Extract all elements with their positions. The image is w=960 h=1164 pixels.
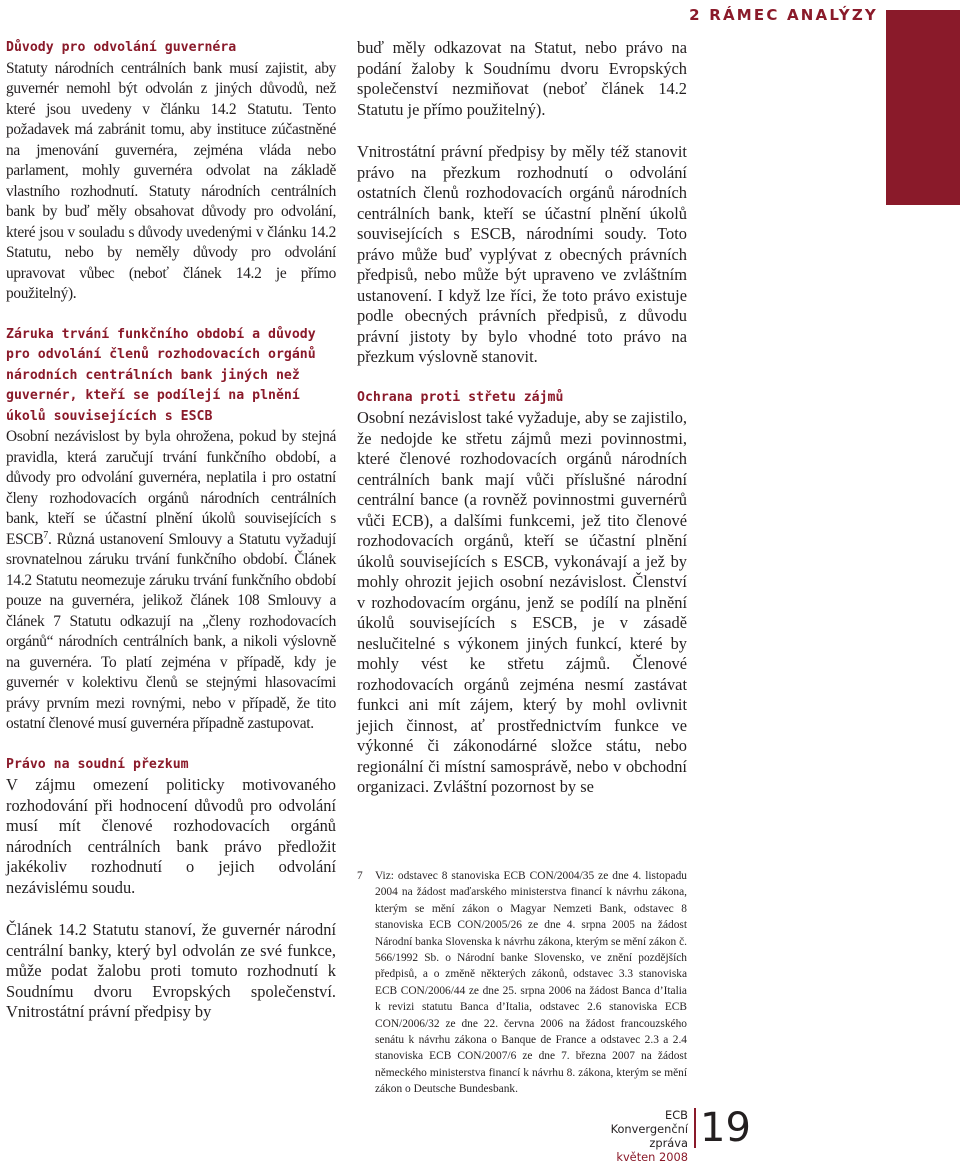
- page-number: 19: [700, 1105, 751, 1151]
- section-text-dismissal-grounds: Statuty národních centrálních bank musí zajistit, aby guvernér nemohl být odvolán z jiných důvodů, než které jsou uvedeny v článku 14.2 Statutu. Tento požadavek má zabránit tomu, aby instituce zúčastněné na jmenování guvernéra, zejména vláda nebo parlament, mohly guvernéra odvolat na základě vlastního rozhodnutí. Statuty národních centrálních bank by buď měly obsahovat důvody pro odvolání, které jsou v souladu s důvody uvedenými v článku 14.2 Statutu, nebo by neměly důvody pro odvolání upravovat vůbec (neboť článek 14.2 je přímo použitelný).: [6, 59, 336, 302]
- text-continued: buď měly odkazovat na Statut, nebo právo na podání žaloby k Soudnímu dvoru Evropských společenství nezmiňovat (neboť článek 14.2 Statutu je přímo použitelný).: [357, 38, 687, 119]
- footer-title: Konvergenční zpráva: [610, 1122, 688, 1150]
- section-text-article-14-2: Článek 14.2 Statutu stanoví, že guvernér národní centrální banky, který byl odvolán ze své funkce, může podat žalobu proti tomuto rozhodnutí k Soudnímu dvoru Evropských společenství. Vnitrostátní právní předpisy by: [6, 920, 336, 1021]
- section-heading-dismissal-grounds: Důvody pro odvolání guvernéra: [6, 40, 237, 55]
- left-column: [6, 38, 336, 1023]
- section-heading-conflict-of-interest: Ochrana proti střetu zájmů: [357, 389, 564, 405]
- text-national-review: Vnitrostátní právní předpisy by měly též stanovit právo na přezkum rozhodnutí o odvolání ostatních členů rozhodovacích orgánů národních centrálních bank, kteří se účastní plnění úkolů souvisejících s ESCB, národními soudy. Toto právo může buď vyplývat z obecných právních předpisů, nebo může být upraveno ve zvláštním ustanovení. I když lze říci, že toto právo existuje podle obecných právních předpisů, z důvodu právní jistoty by bylo vhodné toto právo na přezkum výslovně stanovit.: [357, 142, 687, 366]
- accent-bar: [886, 10, 960, 205]
- footnote-text: Viz: odstavec 8 stanoviska ECB CON/2004/35 ze dne 4. listopadu 2004 na žádost maďarského ministerstva financí k návrhu zákona, kterým se mění zákon o Magyar Nemzeti Bank, odstavec 8 stanoviska ECB CON/2005/26 ze dne 4. srpna 2005 na žádost Národní banka Slovenska k návrhu zákona, kterým se mění zákon č. 566/1992 Sb. o Národní banke Slovensko, ve znění pozdějších předpisů, a o změně některých zákonů, odstavec 3.3 stanoviska ECB CON/2006/44 ze dne 25. srpna 2006 na žádost Banca d’Italia k revizi statutu Banca d’Italia, odstavec 2.6 stanoviska ECB CON/2006/32 ze dne 22. června 2006 na žádost francouzského senátu k návrhu zákona o Banque de France a odstavec 2.3 a 2.4 stanoviska ECB CON/2007/6 ze dne 7. března 2007 na žádost německého ministerstva financí k návrhu 8. zákona, kterým se mění zákon o Deutsche Bundesbank.: [375, 870, 687, 1096]
- footer-publisher: ECB: [665, 1108, 688, 1122]
- footnote-reference: 7: [43, 529, 48, 541]
- running-head: 2 RÁMEC ANALÝZY: [689, 6, 878, 24]
- section-text-tenure-guarantee: [6, 427, 336, 735]
- section-text-judicial-review: V zájmu omezení politicky motivovaného rozhodování při hodnocení důvodů pro odvolání musí mít členové rozhodovacích orgánů národních centrálních bank právo předložit jakékoliv rozhodnutí o jejich odvolání nezávislému soudu.: [6, 775, 336, 897]
- tenure-text-part2: . Různá ustanovení Smlouvy a Statutu vyžadují srovnatelnou záruku trvání funkčního období. Článek 14.2 Statutu neomezuje záruku trvání funkčního období pouze na guvernéra, jelikož článek 108 Smlouvy a článek 7 Statutu odkazují na „členy rozhodovacích orgánů“ národních centrálních bank, a nikoli výslovně na guvernéra. To platí zejména v případě, kdy je guvernér v kolektivu členů se stejnými hlasovacími právy prvním mezi rovnými, nebo v případě, že tito ostatní členové musí guvernéra případně zastupovat.: [6, 530, 336, 732]
- right-column: [357, 38, 687, 798]
- footnote-number: 7: [357, 870, 363, 882]
- footer-divider: [694, 1108, 696, 1148]
- tenure-text-part1: Osobní nezávislost by byla ohrožena, pokud by stejná pravidla, která zaručují trvání funkčního období, a důvody pro odvolání guvernéra, neplatila i pro ostatní členy rozhodovacích orgánů národních centrálních bank, kteří se účastní plnění úkolů souvisejících s ESCB: [6, 428, 336, 548]
- footer-date: květen 2008: [616, 1150, 688, 1164]
- section-heading-tenure-guarantee: Záruka trvání funkčního období a důvody pro odvolání členů rozhodovacích orgánů národních centrálních bank jiných než guvernér, kteří se podílejí na plnění úkolů souvisejících s ESCB: [6, 326, 316, 424]
- footnote: [357, 868, 687, 1098]
- section-heading-judicial-review: Právo na soudní přezkum: [6, 756, 189, 772]
- section-text-conflict-of-interest: Osobní nezávislost také vyžaduje, aby se zajistilo, že nedojde ke střetu zájmů mezi povinnostmi, které členové rozhodovacích orgánů národních centrálních bank mají vůči příslušné národní centrální bance (a rovněž povinnostmi guvernérů vůči ECB), a dalšími funkcemi, jež tito členové rozhodovacích orgánů, kteří se účastní plnění úkolů souvisejících s ESCB, vykonávají a jež by mohly ohrozit jejich osobní nezávislost. Členství v rozhodovacím orgánu, jenž se podílí na plnění úkolů souvisejících s ESCB, je v zásadě neslučitelné s výkonem jiných funkcí, které by mohly vést ke střetu zájmů. Členové rozhodovacích orgánů zejména nesmí zastávat funkci ani mít zájem, který by mohl ovlivnit jejich činnost, ať prostřednictvím funkce ve výkonné či zákonodárné složce státu, nebo regionální či místní samosprávě, nebo v obchodní organizaci. Zvláštní pozornost by se: [357, 408, 687, 796]
